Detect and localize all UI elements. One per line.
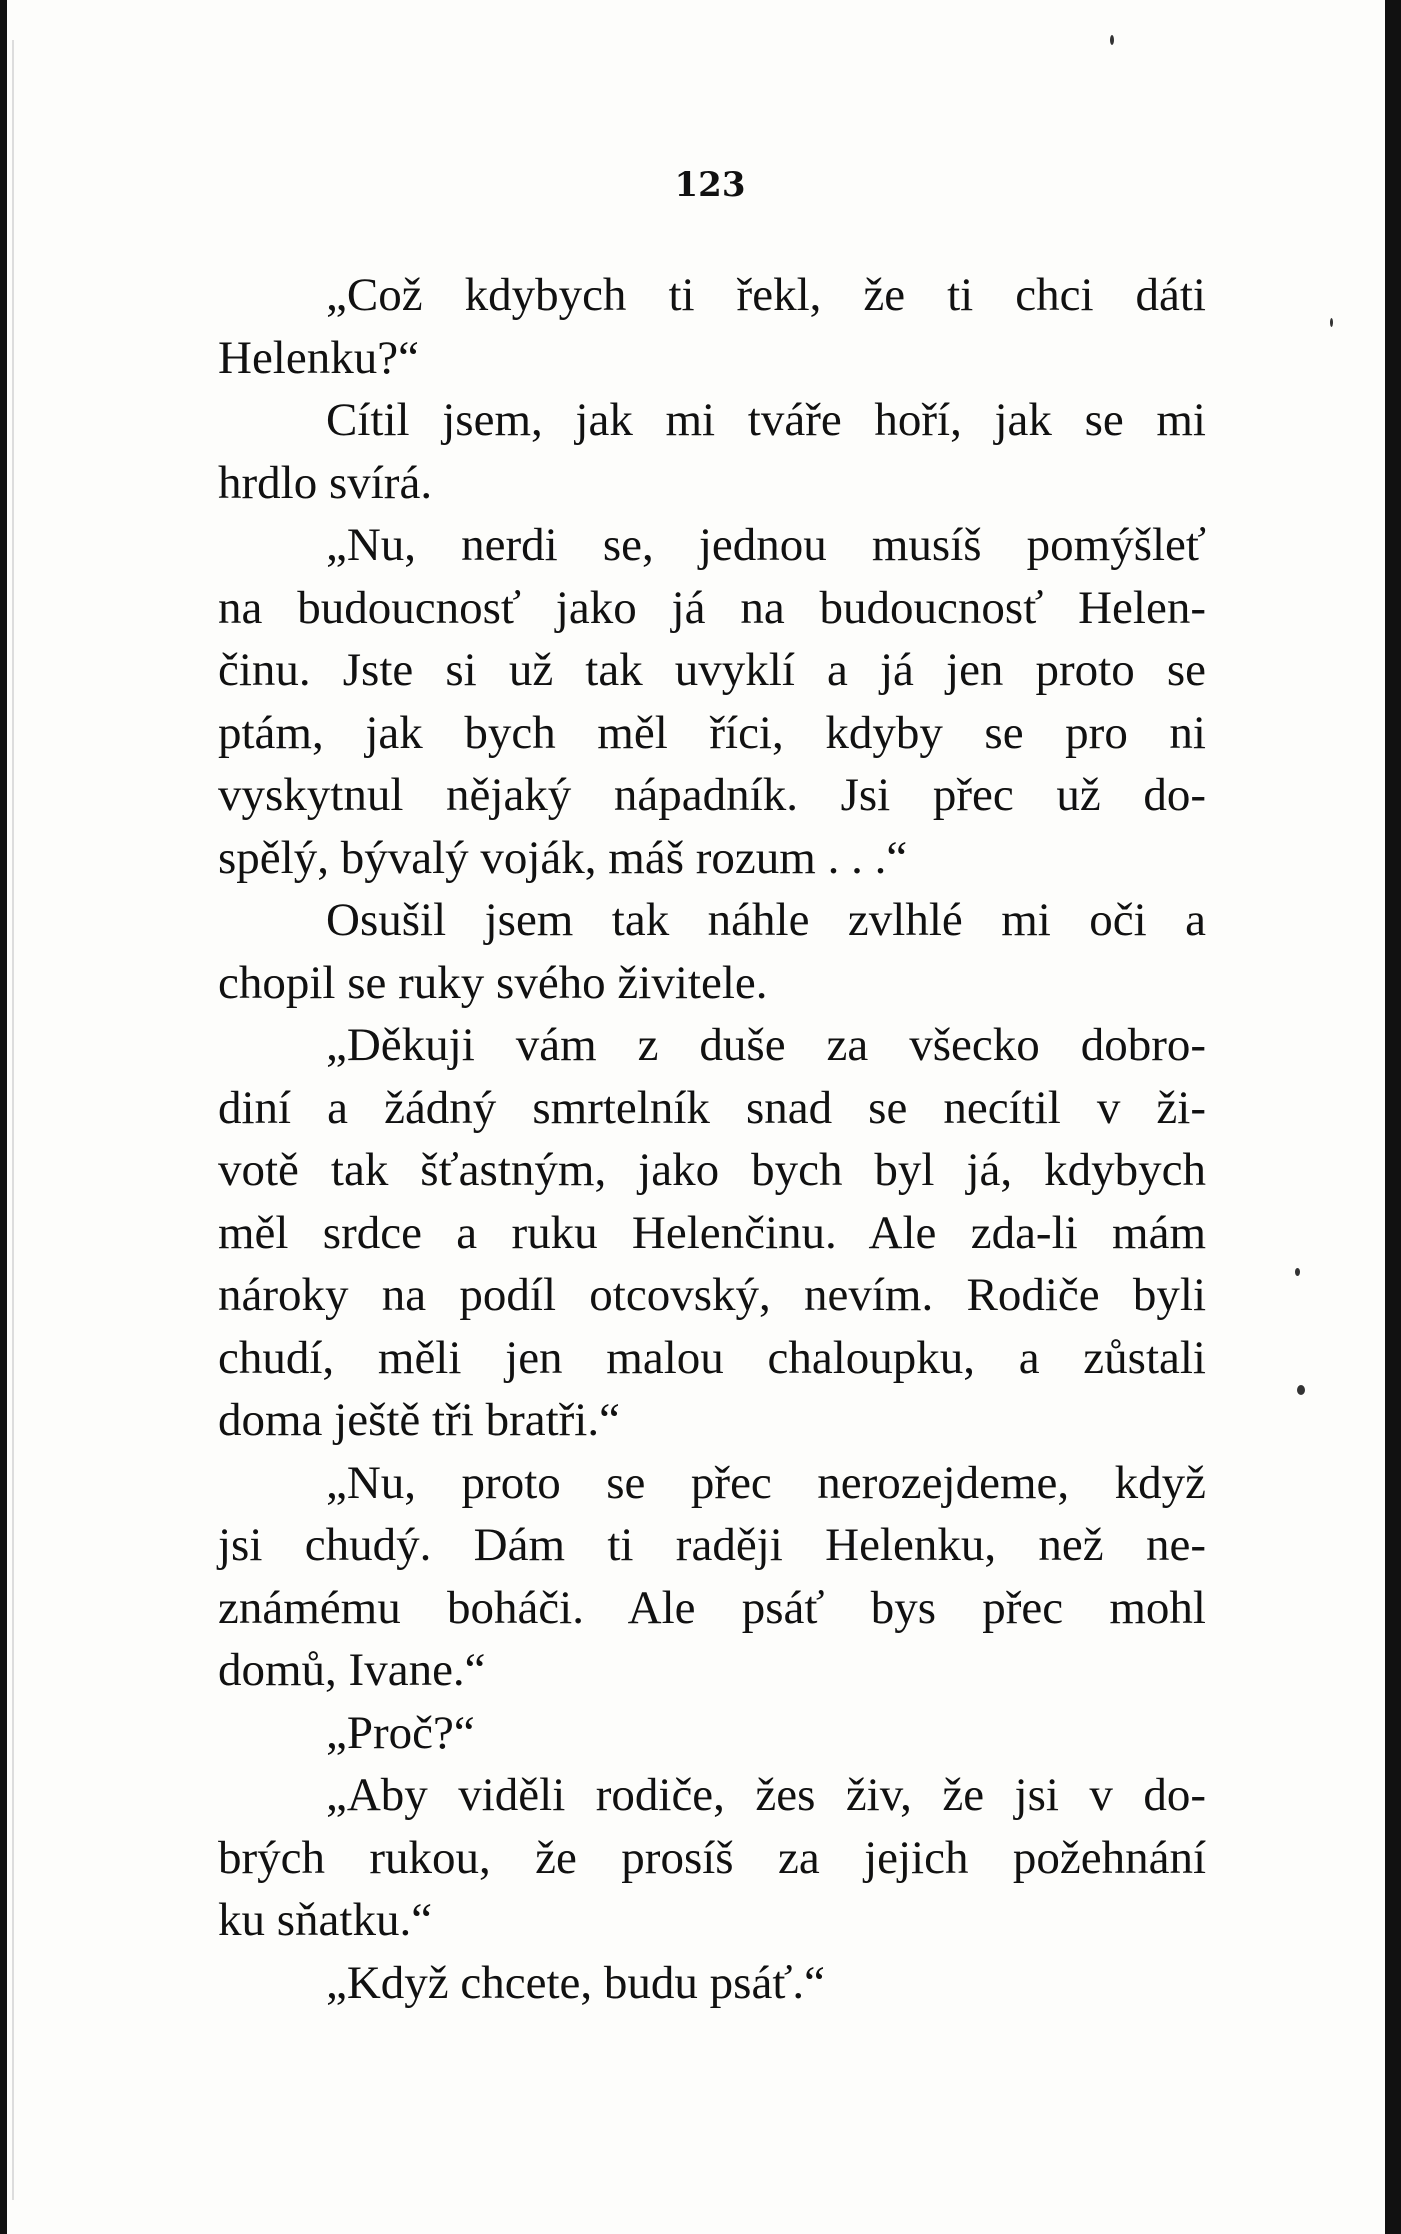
- text-line: ptám, jak bych měl říci, kdyby se pro ni: [218, 706, 1206, 759]
- page-number: 123: [674, 165, 746, 205]
- text-line: chudí, měli jen malou chaloupku, a zůstali: [218, 1331, 1206, 1384]
- text-line: činu. Jste si už tak uvyklí a já jen proto se: [218, 644, 1206, 696]
- left-gutter-line: [12, 40, 14, 2200]
- text-line: na budoucnosť jako já na budoucnosť Helen-: [218, 581, 1206, 634]
- text-line: „Nu, nerdi se, jednou musíš pomýšleť: [326, 519, 1206, 571]
- text-line: „Což kdybych ti řekl, že ti chci dáti: [326, 269, 1206, 321]
- text-line: votě tak šťastným, jako bych byl já, kdybych: [218, 1144, 1206, 1196]
- body-text: [218, 264, 1206, 2014]
- text-line: spělý, bývalý voják, máš rozum . . .“: [218, 831, 908, 884]
- text-line: měl srdce a ruku Helenčinu. Ale zda-li mám: [218, 1206, 1206, 1259]
- text-line: chopil se ruky svého živitele.: [218, 956, 768, 1009]
- scan-speck: [1110, 35, 1114, 45]
- text-line: „Děkuji vám z duše za všecko dobro-: [326, 1019, 1206, 1071]
- text-line: Cítil jsem, jak mi tváře hoří, jak se mi: [326, 394, 1206, 446]
- text-line: ku sňatku.“: [218, 1894, 433, 1946]
- text-line: známému boháči. Ale psáť bys přec mohl: [218, 1581, 1206, 1634]
- left-page-edge: [0, 0, 7, 2234]
- scan-speck: [1295, 1268, 1300, 1276]
- text-line: „Nu, proto se přec nerozejdeme, když: [326, 1456, 1206, 1509]
- text-line: vyskytnul nějaký nápadník. Jsi přec už do-: [218, 769, 1206, 821]
- text-line: hrdlo svírá.: [218, 456, 433, 509]
- text-line: nároky na podíl otcovský, nevím. Rodiče byli: [218, 1269, 1206, 1321]
- text-line: Osušil jsem tak náhle zvlhlé mi oči a: [326, 894, 1206, 946]
- text-line: diní a žádný smrtelník snad se necítil v ži-: [218, 1081, 1206, 1134]
- scan-speck: [1297, 1385, 1305, 1395]
- text-line: Helenku?“: [218, 331, 419, 384]
- text-line: „Proč?“: [326, 1706, 475, 1759]
- text-line: „Aby viděli rodiče, žes živ, že jsi v do-: [326, 1769, 1206, 1821]
- text-line: „Když chcete, budu psáť.“: [326, 1956, 826, 2009]
- right-page-edge: [1385, 0, 1401, 2234]
- text-line: brých rukou, že prosíš za jejich požehnání: [218, 1831, 1206, 1884]
- text-line: domů, Ivane.“: [218, 1644, 486, 1696]
- text-line: jsi chudý. Dám ti raději Helenku, než ne-: [218, 1519, 1206, 1571]
- text-line: doma ještě tři bratři.“: [218, 1394, 620, 1446]
- scan-speck: [1330, 318, 1333, 327]
